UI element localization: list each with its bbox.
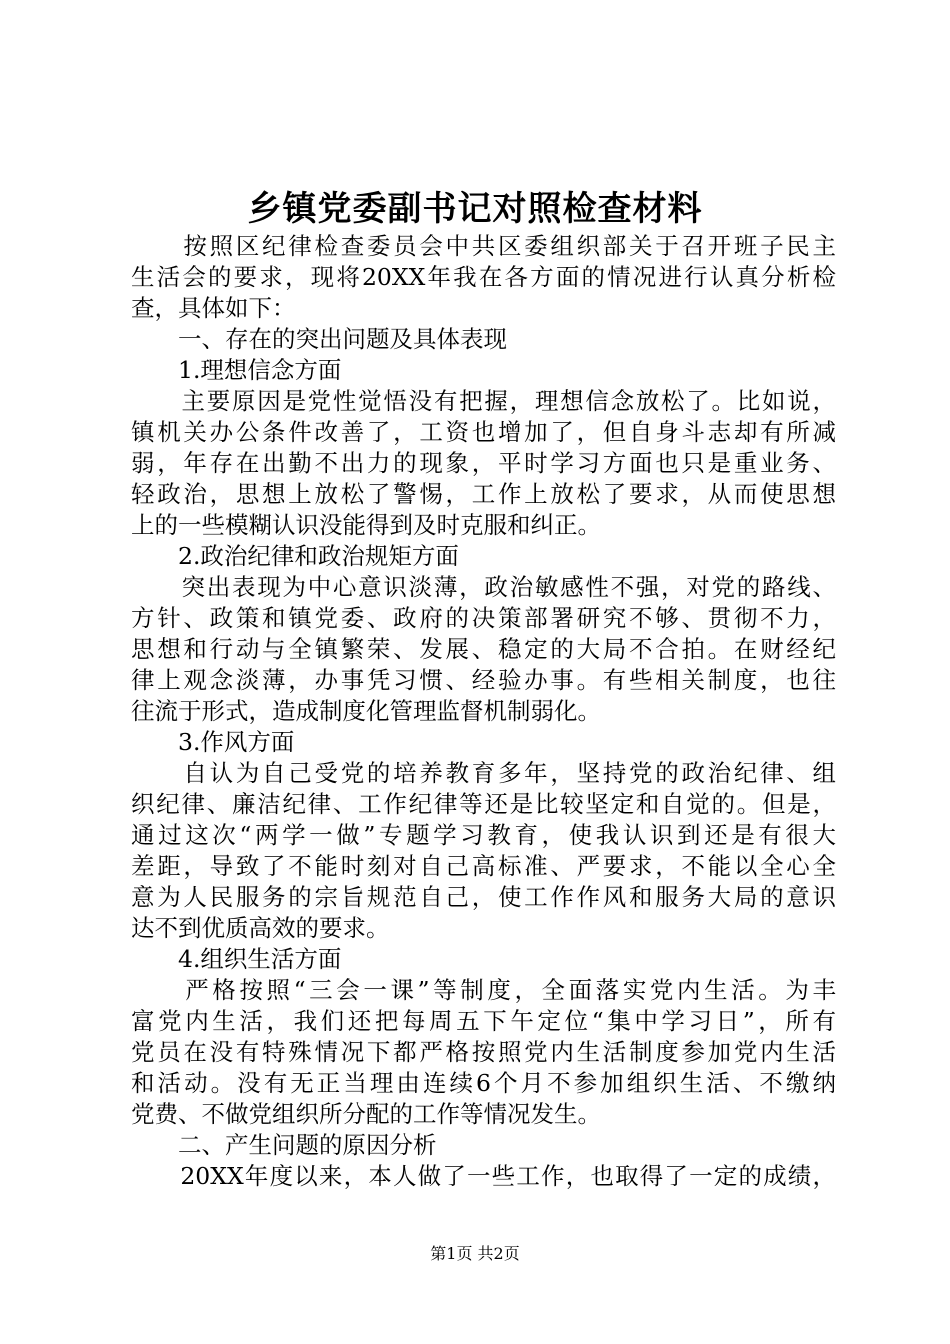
paragraph-line: 上的一些模糊认识没能得到及时克服和纠正。 — [131, 511, 601, 539]
paragraph-line: 弱，年存在出勤不出力的现象，平时学习方面也只是重业务、 — [131, 449, 836, 477]
paragraph-line: 往流于形式，造成制度化管理监督机制弱化。 — [131, 697, 601, 725]
document-body — [131, 231, 836, 1192]
subsection-heading: 1.理想信念方面 — [131, 356, 342, 384]
paragraph-line: 意为人民服务的宗旨规范自己，使工作作风和服务大局的意识 — [131, 883, 836, 911]
paragraph-line: 突出表现为中心意识淡薄，政治敏感性不强，对党的路线、 — [131, 573, 836, 601]
subsection-heading: 2.政治纪律和政治规矩方面 — [131, 542, 459, 570]
document-title: 乡镇党委副书记对照检查材料 — [247, 189, 703, 229]
section-heading: 二、产生问题的原因分析 — [131, 1131, 437, 1159]
paragraph-line: 达不到优质高效的要求。 — [131, 914, 390, 942]
paragraph-line: 律上观念淡薄，办事凭习惯、经验办事。有些相关制度，也往 — [131, 666, 836, 694]
paragraph-line: 轻政治，思想上放松了警惕，工作上放松了要求，从而使思想 — [131, 480, 836, 508]
paragraph-line: 生活会的要求，现将20XX年我在各方面的情况进行认真分析检 — [131, 263, 836, 291]
paragraph-line: 织纪律、廉洁纪律、工作纪律等还是比较坚定和自觉的。但是， — [131, 790, 836, 818]
paragraph-line: 党费、不做党组织所分配的工作等情况发生。 — [131, 1100, 601, 1128]
paragraph-line: 查，具体如下： — [131, 294, 296, 322]
paragraph-line: 方针、政策和镇党委、政府的决策部署研究不够、贯彻不力， — [131, 604, 836, 632]
subsection-heading: 4.组织生活方面 — [131, 945, 342, 973]
paragraph-line: 按照区纪律检查委员会中共区委组织部关于召开班子民主 — [131, 232, 836, 260]
paragraph-line: 自认为自己受党的培养教育多年，坚持党的政治纪律、组 — [131, 759, 836, 787]
paragraph-line: 党员在没有特殊情况下都严格按照党内生活制度参加党内生活 — [131, 1038, 836, 1066]
section-heading: 一、存在的突出问题及具体表现 — [131, 325, 507, 353]
paragraph-line: 和活动。没有无正当理由连续6个月不参加组织生活、不缴纳 — [131, 1069, 836, 1097]
paragraph-line: 思想和行动与全镇繁荣、发展、稳定的大局不合拍。在财经纪 — [131, 635, 836, 663]
paragraph-line: 通过这次“两学一做”专题学习教育，使我认识到还是有很大 — [131, 821, 836, 849]
paragraph-line: 20XX年度以来，本人做了一些工作，也取得了一定的成绩， — [131, 1162, 836, 1190]
paragraph-line: 主要原因是党性觉悟没有把握，理想信念放松了。比如说， — [131, 387, 836, 415]
paragraph-line: 差距，导致了不能时刻对自己高标准、严要求，不能以全心全 — [131, 852, 836, 880]
paragraph-line: 严格按照“三会一课”等制度，全面落实党内生活。为丰 — [131, 976, 836, 1004]
paragraph-line: 镇机关办公条件改善了，工资也增加了，但自身斗志却有所减 — [131, 418, 836, 446]
subsection-heading: 3.作风方面 — [131, 728, 295, 756]
paragraph-line: 富党内生活，我们还把每周五下午定位“集中学习日”，所有 — [131, 1007, 836, 1035]
page-number: 第1页 共2页 — [430, 1244, 520, 1263]
